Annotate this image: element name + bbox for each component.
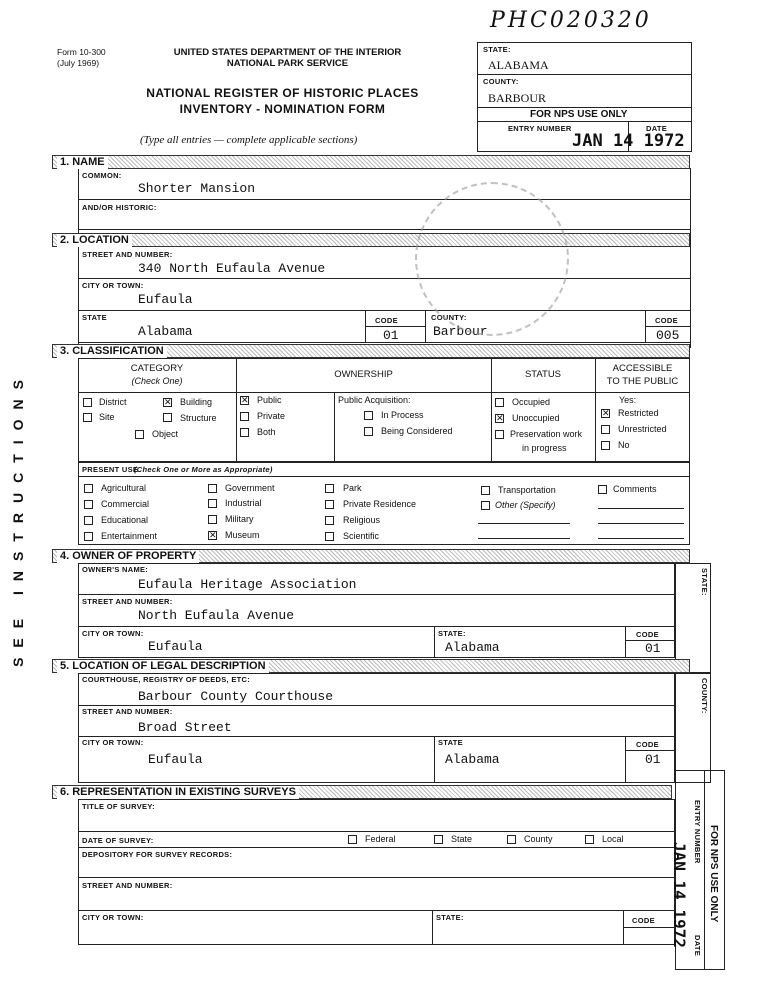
- survey-state-label: STATE:: [436, 913, 464, 922]
- side-date: DATE: [693, 935, 702, 957]
- category-building-label: Building: [180, 397, 213, 407]
- accessible-unrestricted-label: Unrestricted: [618, 424, 667, 434]
- owner-code-label: CODE: [636, 630, 659, 639]
- use-industrial-label: Industrial: [225, 498, 262, 508]
- location-county-code-value: 005: [656, 328, 680, 343]
- location-street-value: 340 North Eufaula Avenue: [138, 261, 326, 276]
- check-one-note: (Check One): [131, 376, 183, 386]
- use-educational-checkbox[interactable]: [84, 516, 93, 525]
- side-entry-number: ENTRY NUMBER: [693, 800, 702, 864]
- section-4-title: 4. OWNER OF PROPERTY: [57, 550, 199, 563]
- location-street-label: STREET AND NUMBER:: [82, 250, 173, 259]
- accessible-no-checkbox[interactable]: [601, 441, 610, 450]
- section-1-header: [52, 155, 690, 169]
- county-box-label: COUNTY:: [483, 77, 519, 86]
- accessible-yes-label: Yes:: [619, 395, 637, 405]
- survey-state-checkbox[interactable]: [434, 835, 443, 844]
- status-occupied-checkbox[interactable]: [495, 398, 504, 407]
- present-use-label: PRESENT USE: [82, 465, 139, 474]
- county-box-value: BARBOUR: [488, 91, 547, 105]
- category-heading: CATEGORY: [130, 363, 184, 374]
- use-commercial-checkbox[interactable]: [84, 500, 93, 509]
- section-1-title: 1. NAME: [57, 156, 108, 169]
- category-object-label: Object: [152, 429, 179, 439]
- use-religious-label: Religious: [343, 515, 381, 525]
- use-military-label: Military: [225, 514, 254, 524]
- location-state-code-value: 01: [383, 328, 399, 343]
- owner-code-value: 01: [645, 641, 661, 656]
- survey-street-label: STREET AND NUMBER:: [82, 881, 173, 890]
- side-nps-use: FOR NPS USE ONLY: [708, 825, 719, 923]
- accessible-heading-2: TO THE PUBLIC: [606, 376, 679, 387]
- legal-state-label: STATE: [438, 738, 463, 747]
- section-6-header: [52, 785, 672, 799]
- category-structure-label: Structure: [180, 413, 217, 423]
- see-instructions-text: SEE INSTRUCTIONS: [10, 370, 26, 667]
- section-6-title: 6. REPRESENTATION IN EXISTING SURVEYS: [57, 786, 299, 799]
- survey-date-label: DATE OF SURVEY:: [82, 836, 154, 845]
- use-other-checkbox[interactable]: [481, 501, 490, 510]
- category-building-checkbox[interactable]: ✕: [164, 398, 172, 408]
- owner-street-label: STREET AND NUMBER:: [82, 597, 173, 606]
- date-stamp: JAN 14 1972: [572, 131, 685, 151]
- accessible-restricted-label: Restricted: [618, 408, 659, 418]
- location-county-code-label: CODE: [655, 316, 678, 325]
- public-acquisition-label: Public Acquisition:: [338, 395, 411, 405]
- common-label: COMMON:: [82, 171, 122, 180]
- ownership-public-label: Public: [257, 395, 282, 405]
- section-5-header: [52, 659, 690, 673]
- legal-state-value: Alabama: [445, 752, 500, 767]
- use-comments-checkbox[interactable]: [598, 485, 607, 494]
- status-unoccupied-checkbox[interactable]: ✕: [496, 414, 504, 424]
- location-county-label: COUNTY:: [431, 313, 467, 322]
- status-unoccupied-label: Unoccupied: [512, 413, 560, 423]
- form-number: Form 10-300: [57, 47, 106, 57]
- postmark-stamp: [415, 182, 569, 336]
- use-private-residence-label: Private Residence: [343, 499, 417, 509]
- handwritten-id: PHC020320: [490, 8, 652, 33]
- use-transportation-checkbox[interactable]: [481, 486, 490, 495]
- side-county-label: COUNTY:: [700, 678, 709, 714]
- ownership-both-label: Both: [257, 427, 276, 437]
- survey-county-label: County: [524, 834, 553, 844]
- depository-label: DEPOSITORY FOR SURVEY RECORDS:: [82, 850, 233, 859]
- section-2-header: [52, 233, 690, 247]
- survey-local-label: Local: [602, 834, 624, 844]
- legal-code-label: CODE: [636, 740, 659, 749]
- use-transportation-label: Transportation: [498, 485, 556, 495]
- form-date: (July 1969): [57, 58, 100, 68]
- status-preservation-label: Preservation work: [510, 429, 583, 439]
- owner-name-label: OWNER'S NAME:: [82, 565, 149, 574]
- use-scientific-label: Scientific: [343, 531, 380, 541]
- survey-county-checkbox[interactable]: [507, 835, 516, 844]
- status-heading: STATUS: [524, 369, 562, 380]
- side-date-stamp: JAN 14 1972: [670, 842, 689, 948]
- category-structure-checkbox[interactable]: [163, 413, 172, 422]
- acquisition-in-process-label: In Process: [381, 410, 424, 420]
- survey-federal-label: Federal: [365, 834, 396, 844]
- state-box-label: STATE:: [483, 45, 511, 54]
- ownership-private-label: Private: [257, 411, 286, 421]
- use-entertainment-label: Entertainment: [101, 531, 158, 541]
- ownership-heading: OWNERSHIP: [334, 369, 393, 380]
- category-object-checkbox[interactable]: [135, 430, 144, 439]
- present-use-note: (Check One or More as Appropriate): [134, 465, 273, 474]
- accessible-no-label: No: [618, 440, 630, 450]
- survey-local-checkbox[interactable]: [585, 835, 594, 844]
- legal-street-label: STREET AND NUMBER:: [82, 707, 173, 716]
- category-site-label: Site: [99, 412, 115, 422]
- legal-street-value: Broad Street: [138, 720, 232, 735]
- nps-use-label: FOR NPS USE ONLY: [530, 109, 628, 120]
- common-value: Shorter Mansion: [138, 181, 256, 196]
- use-agricultural-label: Agricultural: [101, 483, 147, 493]
- location-county-value: Barbour: [433, 324, 488, 339]
- ownership-public-checkbox[interactable]: ✕: [241, 396, 249, 406]
- ownership-both-checkbox[interactable]: [240, 428, 249, 437]
- use-religious-checkbox[interactable]: [325, 516, 334, 525]
- form-title-1: NATIONAL REGISTER OF HISTORIC PLACES: [146, 86, 419, 100]
- date-label: DATE: [646, 124, 668, 133]
- courthouse-value: Barbour County Courthouse: [138, 689, 334, 704]
- entry-number-label: ENTRY NUMBER: [508, 124, 572, 133]
- section-4-header: [52, 549, 690, 563]
- use-commercial-label: Commercial: [101, 499, 150, 509]
- legal-city-value: Eufaula: [148, 752, 203, 767]
- owner-state-value: Alabama: [445, 640, 500, 655]
- survey-state-label: State: [451, 834, 473, 844]
- owner-name-value: Eufaula Heritage Association: [138, 577, 357, 592]
- use-other-label: Other (Specify): [495, 500, 556, 510]
- state-box-value: ALABAMA: [488, 58, 549, 72]
- use-industrial-checkbox[interactable]: [208, 499, 217, 508]
- category-district-label: District: [99, 397, 127, 407]
- form-title-2: INVENTORY - NOMINATION FORM: [179, 102, 386, 116]
- use-comments-label: Comments: [613, 484, 657, 494]
- use-scientific-checkbox[interactable]: [325, 532, 334, 541]
- status-in-progress-label: in progress: [522, 443, 567, 453]
- use-educational-label: Educational: [101, 515, 149, 525]
- legal-city-label: CITY OR TOWN:: [82, 738, 144, 747]
- acquisition-in-process-checkbox[interactable]: [364, 411, 373, 420]
- owner-street-value: North Eufaula Avenue: [138, 608, 295, 623]
- instructions-note: (Type all entries — complete applicable sections): [140, 134, 358, 146]
- use-park-checkbox[interactable]: [325, 484, 334, 493]
- location-state-value: Alabama: [138, 324, 193, 339]
- use-agricultural-checkbox[interactable]: [84, 484, 93, 493]
- section-5-title: 5. LOCATION OF LEGAL DESCRIPTION: [57, 660, 269, 673]
- survey-table: [78, 799, 675, 945]
- acquisition-being-considered-checkbox[interactable]: [364, 427, 373, 436]
- category-site-checkbox[interactable]: [83, 413, 92, 422]
- service-name: NATIONAL PARK SERVICE: [226, 58, 349, 69]
- location-city-value: Eufaula: [138, 292, 193, 307]
- use-park-label: Park: [343, 483, 362, 493]
- department-name: UNITED STATES DEPARTMENT OF THE INTERIOR: [173, 47, 402, 58]
- location-state-label: STATE: [82, 313, 107, 322]
- status-preservation-checkbox[interactable]: [495, 430, 504, 439]
- use-private-residence-checkbox[interactable]: [325, 500, 334, 509]
- use-government-checkbox[interactable]: [208, 484, 217, 493]
- use-military-checkbox[interactable]: [208, 515, 217, 524]
- survey-city-label: CITY OR TOWN:: [82, 913, 144, 922]
- acquisition-being-considered-label: Being Considered: [381, 426, 453, 436]
- owner-state-label: STATE:: [438, 629, 466, 638]
- side-state-label: STATE:: [700, 568, 709, 596]
- use-government-label: Government: [225, 483, 275, 493]
- ownership-private-checkbox[interactable]: [240, 412, 249, 421]
- category-district-checkbox[interactable]: [83, 398, 92, 407]
- historic-label: AND/OR HISTORIC:: [82, 203, 157, 212]
- accessible-unrestricted-checkbox[interactable]: [601, 425, 610, 434]
- section-3-title: 3. CLASSIFICATION: [57, 345, 167, 358]
- owner-city-label: CITY OR TOWN:: [82, 629, 144, 638]
- legal-code-value: 01: [645, 752, 661, 767]
- use-museum-label: Museum: [225, 530, 260, 540]
- status-occupied-label: Occupied: [512, 397, 551, 407]
- section-2-title: 2. LOCATION: [57, 234, 132, 247]
- use-museum-checkbox[interactable]: ✕: [209, 531, 217, 541]
- survey-federal-checkbox[interactable]: [348, 835, 357, 844]
- owner-city-value: Eufaula: [148, 639, 203, 654]
- accessible-restricted-checkbox[interactable]: ✕: [602, 409, 610, 419]
- location-city-label: CITY OR TOWN:: [82, 281, 144, 290]
- survey-title-label: TITLE OF SURVEY:: [82, 802, 155, 811]
- section-3-header: [52, 344, 690, 358]
- location-state-code-label: CODE: [375, 316, 398, 325]
- survey-code-label: CODE: [632, 916, 655, 925]
- use-entertainment-checkbox[interactable]: [84, 532, 93, 541]
- accessible-heading-1: ACCESSIBLE: [612, 363, 673, 374]
- courthouse-label: COURTHOUSE, REGISTRY OF DEEDS, ETC:: [82, 675, 251, 684]
